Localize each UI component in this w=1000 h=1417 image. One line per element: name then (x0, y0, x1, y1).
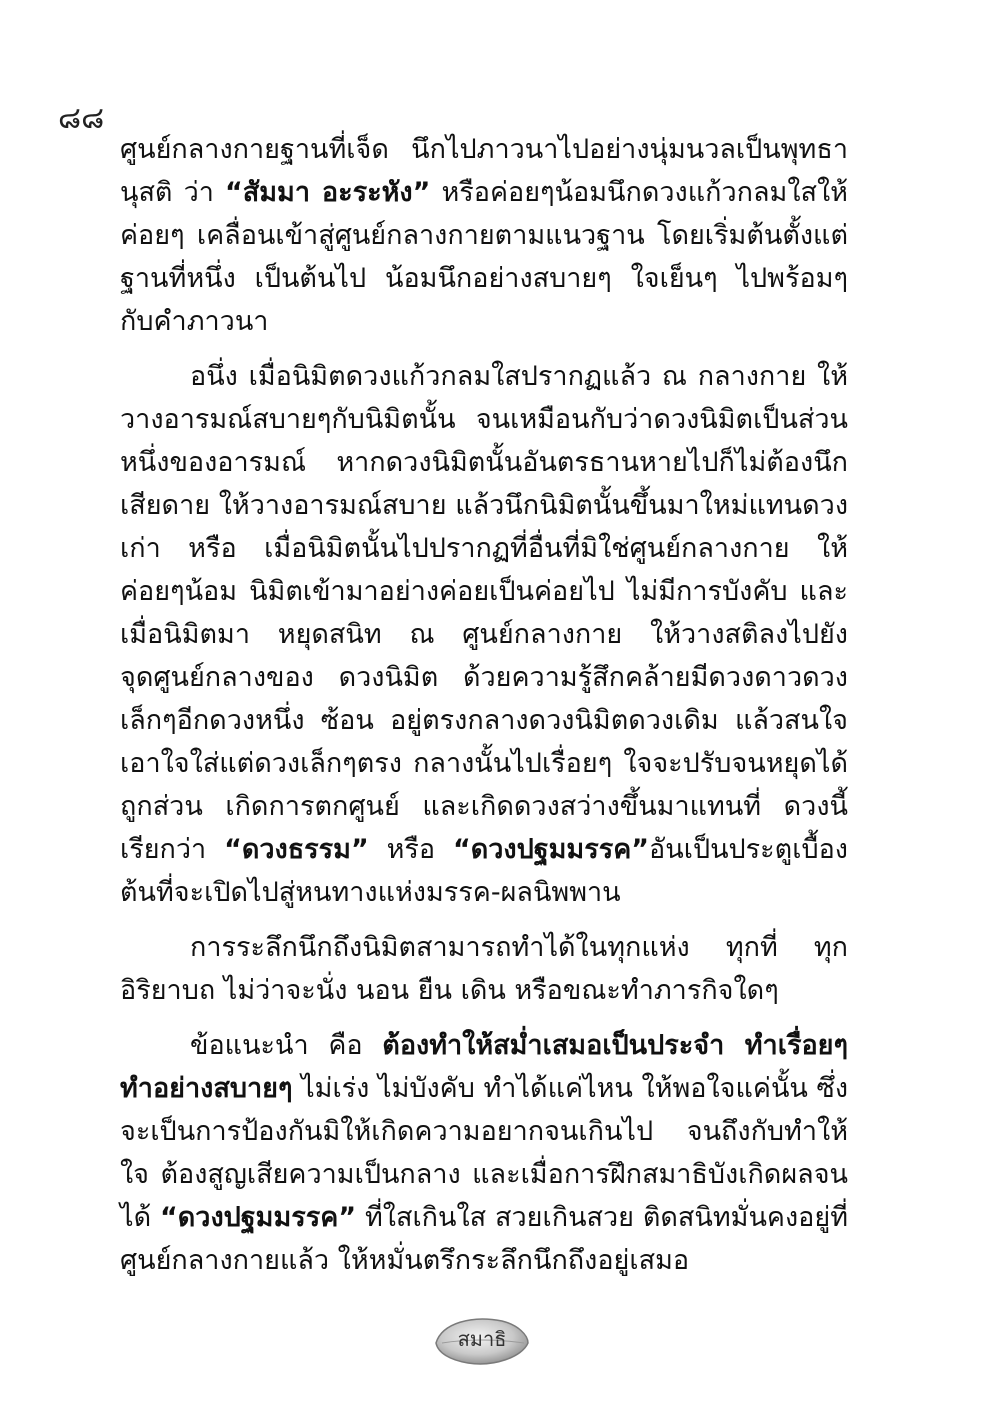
paragraph (120, 355, 848, 914)
text-run: ข้อแนะนำ คือ (190, 1030, 383, 1061)
bold-text-run: ต้องทำให้สม่ำเสมอเป็นประจำ ทำเรื่อยๆ ทำอย่างสบายๆ (120, 1030, 848, 1104)
bold-text-run: “ดวงปฐมมรรค” (160, 1202, 357, 1233)
paragraph (120, 128, 848, 343)
text-run: หรือค่อยๆน้อมนึกดวงแก้วกลมใสให้ค่อยๆ เคลื่อนเข้าสู่ศูนย์กลางกายตามแนวฐาน โดยเริ่มต้นตั้งแต่ฐานที่หนึ่ง เป็นต้นไป น้อมนึกอย่างสบายๆ ใจเย็นๆ ไปพร้อมๆ กับคำภาวนา (120, 177, 848, 337)
text-run: ที่ใสเกินใส สวยเกินสวย ติดสนิทมั่นคงอยู่ที่ ศูนย์กลางกายแล้ว ให้หมั่นตรึกระลึกนึกถึงอยู่เสมอ (120, 1202, 849, 1276)
text-run: อนึ่ง เมื่อนิมิตดวงแก้วกลมใสปรากฏแล้ว ณ กลางกาย ให้วางอารมณ์สบายๆกับนิมิตนั้น จนเหมือนกับว่าดวงนิมิตเป็นส่วนหนึ่งของอารมณ์ หากดวงนิมิตนั้นอันตรธานหายไปก็ไม่ต้องนึกเสียดาย ให้วางอารมณ์สบาย แล้วนึกนิมิตนั้นขึ้นมาใหม่แทนดวงเก่า หรือ เมื่อนิมิตนั้นไปปรากฏที่อื่นที่มิใช่ศูนย์กลางกาย ให้ค่อยๆน้อม นิมิตเข้ามาอย่างค่อยเป็นค่อยไป ไม่มีการบังคับ และเมื่อนิมิตมา หยุดสนิท ณ ศูนย์กลางกาย ให้วางสติลงไปยังจุดศูนย์กลางของ ดวงนิมิต ด้วยความรู้สึกคล้ายมีดวงดาวดวงเล็กๆอีกดวงหนึ่ง ซ้อน อยู่ตรงกลางดวงนิมิตดวงเดิม แล้วสนใจเอาใจใส่แต่ดวงเล็กๆตรง กลางนั้นไปเรื่อยๆ ใจจะปรับจนหยุดได้ถูกส่วน เกิดการตกศูนย์ และเกิดดวงสว่างขึ้นมาแทนที่ ดวงนี้เรียกว่า (120, 361, 848, 865)
text-run: อันเป็นประตูเบื้องต้นที่จะเปิดไปสู่หนทางแห่งมรรค-ผลนิพพาน (120, 834, 848, 908)
text-run: ศูนย์กลางกายฐานที่เจ็ด นึกไปภาวนาไปอย่างนุ่มนวลเป็นพุทธานุสติ ว่า (120, 134, 848, 208)
paragraph (120, 926, 848, 1012)
bold-text-run: “ดวงธรรม” (224, 834, 369, 865)
text-run: การระลึกนึกถึงนิมิตสามารถทำได้ในทุกแห่ง ทุกที่ ทุก อิริยาบถ ไม่ว่าจะนั่ง นอน ยืน เดิน หรือขณะทำภารกิจใดๆ (120, 932, 848, 1006)
text-run: หรือ (368, 834, 453, 865)
footer-title: สมาธิ (457, 1327, 507, 1351)
bold-text-run: “ดวงปฐมมรรค” (452, 834, 650, 865)
body-text (120, 128, 848, 1282)
paragraph (120, 1024, 848, 1282)
text-run: ไม่เร่ง ไม่บังคับ ทำได้แค่ไหน ให้พอใจแค่นั้น ซึ่ง จะเป็นการป้องกันมิให้เกิดความอยากจนเกินไป จนถึงกับทำให้ใจ ต้องสูญเสียความเป็นกลาง และเมื่อการฝึกสมาธิบังเกิดผลจนได้ (120, 1073, 848, 1233)
page-number: ๘๘ (58, 101, 105, 136)
bold-text-run: “สัมมา อะระหัง” (225, 177, 431, 208)
